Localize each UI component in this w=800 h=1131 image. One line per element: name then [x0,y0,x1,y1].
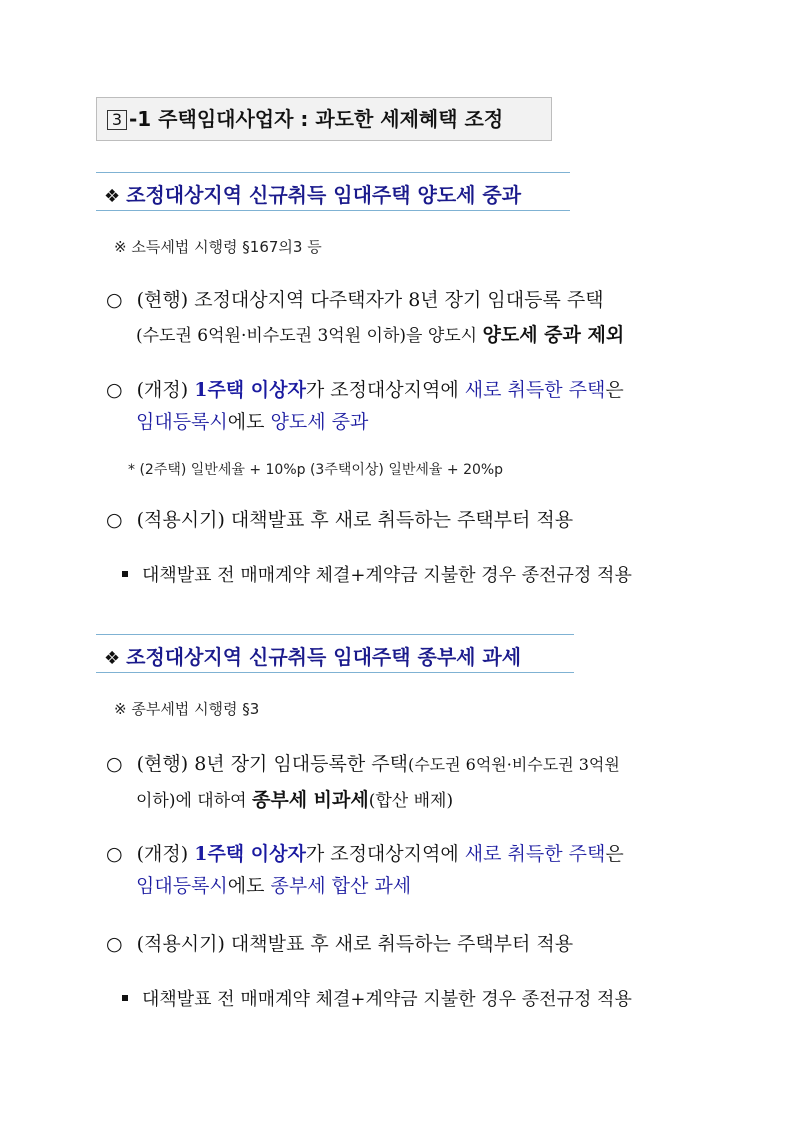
law-reference: ※ 소득세법 시행령 §167의3 등 [114,238,322,256]
bullet-apply [106,506,573,534]
bullet-text: (수도권 6억원·비수도권 3억원 [407,755,620,774]
bullet-emphasis: 종부세 합산 과세 [270,875,412,897]
bullet-current [106,750,620,779]
section-top-rule [96,634,574,635]
bullet-revised-line2 [136,408,368,436]
bullet-text: 가 조정대상지역에 [305,379,465,401]
section-bottom-rule [96,210,570,211]
bullet-text: (적용시기) 대책발표 후 새로 취득하는 주택부터 적용 [136,933,574,955]
bullet-current-line2 [136,785,453,812]
bullet-emphasis: 종부세 비과세 [251,789,369,811]
bullet-text: 에도 [227,411,271,433]
square-bullet-icon [122,571,128,577]
page-title-text: -1 주택임대사업자 : 과도한 세제혜택 조정 [129,107,504,131]
sub-bullet [122,561,632,587]
bullet-prefix: (개정) [136,843,195,865]
bullet-emphasis: 1주택 이상자 [194,379,306,401]
law-reference: ※ 종부세법 시행령 §3 [114,700,260,718]
bullet-text: 가 조정대상지역에 [305,843,465,865]
bullet-apply [106,930,573,958]
bullet-text: (합산 배제) [368,791,454,811]
circle-bullet-icon: ○ [106,753,123,775]
sub-bullet [122,985,632,1011]
bullet-text: (수도권 6억원·비수도권 3억원 이하)을 양도시 [136,326,483,346]
section-title-text: 조정대상지역 신규취득 임대주택 양도세 중과 [126,183,522,207]
section-title [104,179,521,208]
bullet-text: (적용시기) 대책발표 후 새로 취득하는 주택부터 적용 [136,509,574,531]
bullet-revised [106,376,624,404]
circle-bullet-icon: ○ [106,509,123,531]
bullet-emphasis: 임대등록시 [136,875,228,897]
bullet-text: 8년 장기 임대등록한 주택 [194,753,408,775]
circle-bullet-icon: ○ [106,379,123,401]
diamond-bullet-icon: ❖ [104,186,121,207]
diamond-bullet-icon: ❖ [104,648,121,669]
sub-bullet-text: 대책발표 전 매매계약 체결+계약금 지불한 경우 종전규정 적용 [142,565,632,586]
section-title [104,641,521,670]
bullet-current-line2 [136,320,624,347]
section-top-rule [96,172,570,173]
bullet-revised [106,840,624,868]
bullet-emphasis: 임대등록시 [136,411,228,433]
circle-bullet-icon: ○ [106,933,123,955]
circle-bullet-icon: ○ [106,843,123,865]
bullet-current [106,286,604,314]
bullet-text: 조정대상지역 다주택자가 8년 장기 임대등록 주택 [194,289,604,311]
bullet-prefix: (개정) [136,379,195,401]
bullet-text: 이하)에 대하여 [136,791,252,811]
bullet-text: 은 [605,843,624,865]
bullet-prefix: (현행) [136,753,195,775]
section-title-text: 조정대상지역 신규취득 임대주택 종부세 과세 [126,645,522,669]
bullet-text: 에도 [227,875,271,897]
square-bullet-icon [122,995,128,1001]
bullet-text: 은 [605,379,624,401]
bullet-emphasis: 새로 취득한 주택 [464,379,606,401]
bullet-emphasis: 양도세 중과 제외 [482,324,625,346]
section-bottom-rule [96,672,574,673]
bullet-prefix: (현행) [136,289,195,311]
footnote: * (2주택) 일반세율 + 10%p (3주택이상) 일반세율 + 20%p [128,462,504,478]
bullet-emphasis: 양도세 중과 [270,411,369,433]
bullet-emphasis: 새로 취득한 주택 [464,843,606,865]
bullet-emphasis: 1주택 이상자 [194,843,306,865]
circle-bullet-icon: ○ [106,289,123,311]
bullet-revised-line2 [136,872,411,900]
sub-bullet-text: 대책발표 전 매매계약 체결+계약금 지불한 경우 종전규정 적용 [142,989,632,1010]
page-title [96,97,552,141]
section-number-box: 3 [107,110,127,130]
